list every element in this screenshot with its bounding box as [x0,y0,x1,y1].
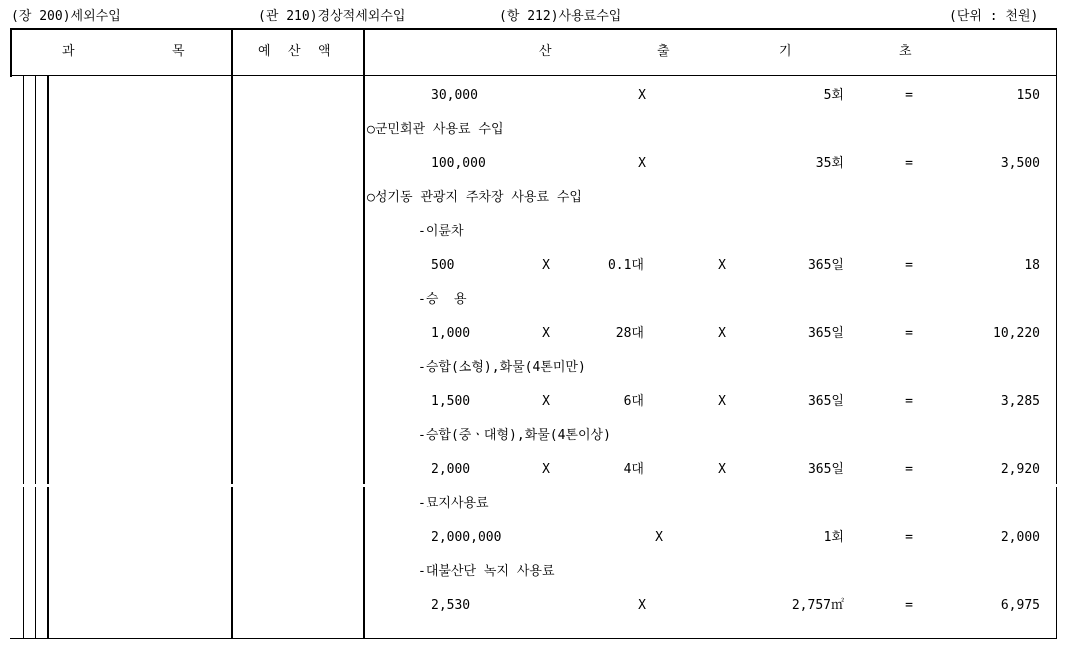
row-title: ○군민회관 사용료 수입 [367,122,504,137]
hang-label: (항 212)사용료수입 [499,9,622,24]
calc-row [0,562,1067,582]
row-multiply-1: X [542,462,550,477]
row-total: 2,000 [1000,530,1040,545]
row-quantity: 4대 [623,462,644,477]
row-equals: = [905,326,913,341]
row-unit-price: 30,000 [431,88,478,103]
row-multiply-2: X [718,394,726,409]
header-bottom-border [10,75,1057,76]
row-equals: = [905,156,913,171]
break-gap-mid2 [360,484,368,487]
row-period: 2,757㎡ [791,598,844,613]
row-multiply-2: X [718,462,726,477]
calc-row [0,460,1067,480]
row-period: 365일 [807,258,844,273]
row-equals: = [905,394,913,409]
row-unit-price: 1,500 [431,394,471,409]
row-period: 365일 [807,462,844,477]
calc-row [0,426,1067,446]
row-title: ○성기동 관광지 주차장 사용료 수입 [367,190,582,205]
row-unit-price: 500 [431,258,455,273]
calc-row [0,392,1067,412]
row-total: 3,500 [1000,156,1040,171]
calc-row [0,324,1067,344]
calc-row [0,256,1067,276]
row-equals: = [905,530,913,545]
col-calc-2: 출 [657,44,670,59]
row-unit-price: 1,000 [431,326,471,341]
table-left-border-head [10,28,12,77]
break-gap-mid1 [228,484,236,487]
row-total: 2,920 [1000,462,1040,477]
col-calc-1: 산 [539,44,552,59]
row-multiply-1: X [542,326,550,341]
row-equals: = [905,258,913,273]
calc-row [0,358,1067,378]
col-budget-3: 액 [318,44,331,59]
row-unit-price: 2,530 [431,598,471,613]
row-total: 10,220 [993,326,1040,341]
row-multiply-1: X [542,258,550,273]
gwan-label: (관 210)경상적세외수입 [258,9,406,24]
row-multiply-2: X [718,258,726,273]
row-multiply-1: X [638,88,646,103]
row-equals: = [905,462,913,477]
col-budget-2: 산 [288,44,301,59]
row-quantity: 0.1대 [607,258,644,273]
row-total: 150 [1016,88,1040,103]
table-bottom-border [10,638,1057,639]
jang-label: (장 200)세외수입 [11,9,121,24]
row-multiply-2: X [718,326,726,341]
row-period: 365일 [807,394,844,409]
col-budget-1: 예 [258,44,271,59]
table-top-border [10,28,1057,30]
calc-row [0,120,1067,140]
row-subtitle: -대불산단 녹지 사용료 [418,564,555,579]
row-subtitle: -승합(중ㆍ대형),화물(4톤이상) [418,428,611,443]
row-period: 1회 [823,530,844,545]
row-quantity: 28대 [615,326,644,341]
row-total: 6,975 [1000,598,1040,613]
col-subject-1: 과 [62,44,75,59]
calc-row [0,494,1067,514]
calc-row [0,86,1067,106]
row-multiply-1: X [638,598,646,613]
col-calc-4: 초 [899,44,912,59]
row-unit-price: 2,000 [431,462,471,477]
unit-label: (단위 : 천원) [949,9,1039,24]
row-period: 365일 [807,326,844,341]
row-subtitle: -승 용 [418,292,467,307]
break-gap-right [1053,484,1061,487]
calc-row [0,222,1067,242]
row-period: 35회 [815,156,844,171]
col-subject-2: 목 [172,44,185,59]
row-subtitle: -승합(소형),화물(4톤미만) [418,360,586,375]
calc-row [0,154,1067,174]
row-multiply-1: X [638,156,646,171]
row-subtitle: -묘지사용료 [418,496,489,511]
calc-row [0,290,1067,310]
row-total: 18 [1024,258,1040,273]
calc-row [0,528,1067,548]
row-unit-price: 100,000 [431,156,486,171]
row-multiply-1: X [655,530,663,545]
row-unit-price: 2,000,000 [431,530,502,545]
row-equals: = [905,598,913,613]
calc-row [0,188,1067,208]
calc-row [0,596,1067,616]
row-period: 5회 [823,88,844,103]
row-subtitle: -이륜차 [418,224,464,239]
row-equals: = [905,88,913,103]
row-total: 3,285 [1000,394,1040,409]
col-calc-3: 기 [779,44,792,59]
row-multiply-1: X [542,394,550,409]
row-quantity: 6대 [623,394,644,409]
break-gap-left [8,484,68,487]
